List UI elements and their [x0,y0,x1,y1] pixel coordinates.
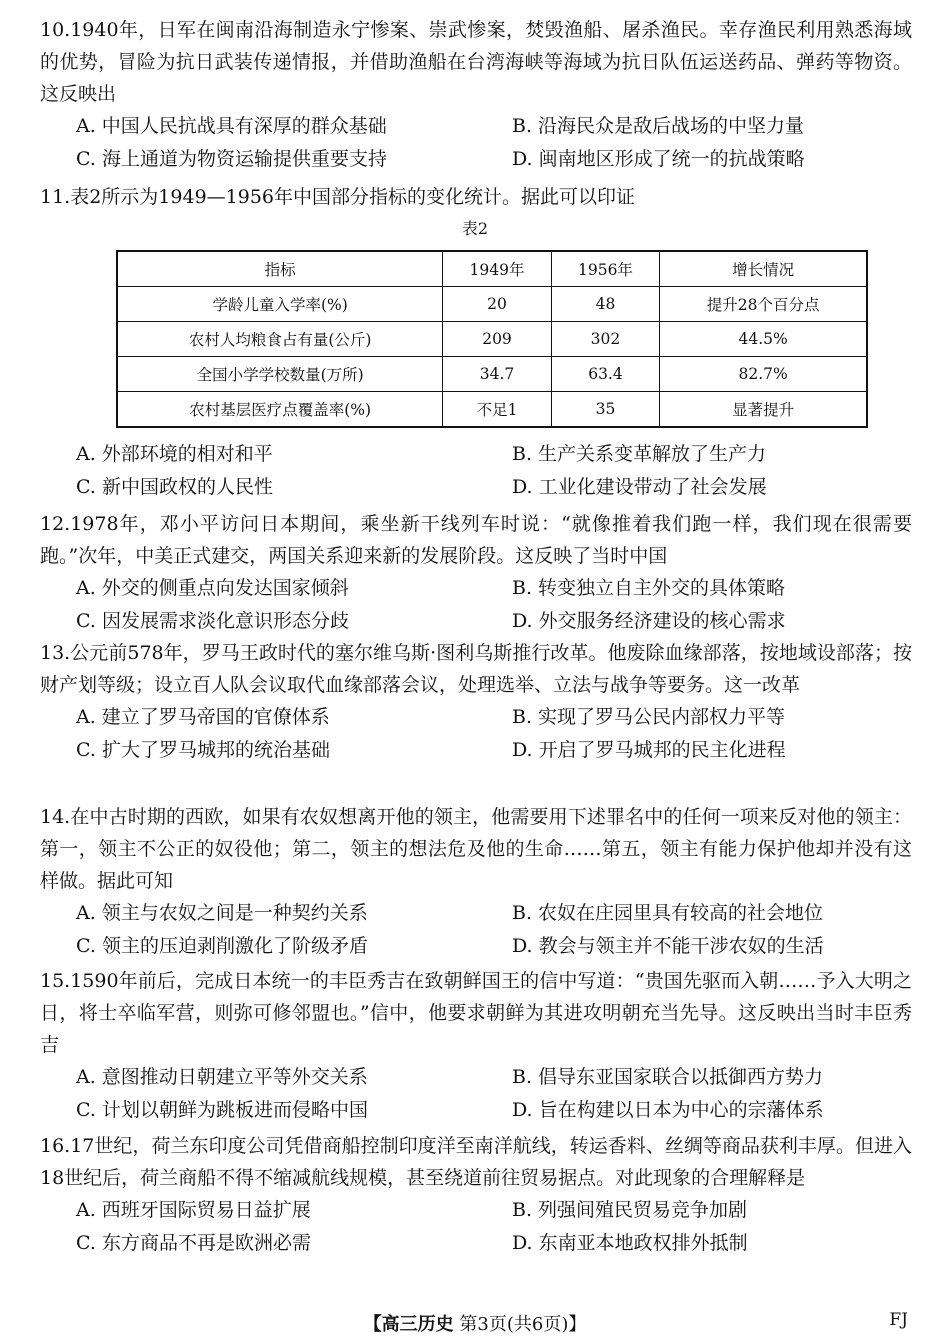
option-c: C. 因发展需求淡化意识形态分歧 [76,610,349,632]
option-b: B. 转变独立自主外交的具体策略 [512,577,786,599]
option-a: A. 中国人民抗战具有深厚的群众基础 [76,115,387,137]
question-10 [40,14,912,176]
table-header: 增长情况 [660,251,867,287]
table-cell: 农村人均粮食占有量(公斤) [117,322,443,357]
options [40,572,912,638]
table-cell: 302 [551,322,659,357]
option-c: C. 海上通道为物资运输提供重要支持 [76,148,387,170]
option-a: A. 外交的侧重点向发达国家倾斜 [76,577,349,599]
table-cell: 提升28个百分点 [660,287,867,322]
option-a: A. 意图推动日朝建立平等外交关系 [76,1066,368,1088]
option-b: B. 实现了罗马公民内部权力平等 [512,706,786,728]
table-cell: 全国小学学校数量(万所) [117,357,443,392]
option-d: D. 教会与领主并不能干涉农奴的生活 [512,935,824,957]
options [40,438,912,504]
table-row [117,357,867,392]
question-stem: 10.1940年，日军在闽南沿海制造永宁惨案、崇武惨案，焚毁渔船、屠杀渔民。幸存渔民利用熟悉海域的优势，冒险为抗日武装传递情报，并借助渔船在台湾海峡等海域为抗日队伍运送药品、弹药等物资。这反映出 [40,19,912,105]
option-c: C. 东方商品不再是欧洲必需 [76,1232,311,1254]
page-footer [0,1310,950,1336]
table-header: 指标 [117,251,443,287]
options [40,1061,912,1127]
statistics-table [116,250,868,428]
question-stem: 15.1590年前后，完成日本统一的丰臣秀吉在致朝鲜国王的信中写道：“贵国先驱而入朝……予入大明之日，将士卒临军营，则弥可修邻盟也。”信中，他要求朝鲜为其进攻明朝充当先导。这反映出当时丰臣秀吉 [40,970,912,1056]
question-stem: 16.17世纪，荷兰东印度公司凭借商船控制印度洋至南洋航线，转运香料、丝绸等商品获利丰厚。但进入18世纪后，荷兰商船不得不缩减航线规模，甚至绕道前往贸易据点。对此现象的合理解释是 [40,1135,912,1189]
option-a: A. 建立了罗马帝国的官僚体系 [76,706,330,728]
table-cell: 20 [443,287,551,322]
option-d: D. 外交服务经济建设的核心需求 [512,610,786,632]
table-cell: 不足1 [443,392,551,428]
question-16 [40,1130,912,1260]
option-a: A. 外部环境的相对和平 [76,443,273,465]
footer-page-number: 第3页(共6页)】 [459,1314,587,1335]
question-stem: 14.在中古时期的西欧，如果有农奴想离开他的领主，他需要用下述罪名中的任何一项来反对他的领主：第一，领主不公正的奴役他；第二，领主的想法危及他的生命……第五，领主有能力保护他却并没有这样做。据此可知 [40,806,912,892]
table-row [117,287,867,322]
table-cell: 学龄儿童入学率(%) [117,287,443,322]
table-cell: 209 [443,322,551,357]
option-d: D. 旨在构建以日本为中心的宗藩体系 [512,1099,824,1121]
table-cell: 35 [551,392,659,428]
question-stem: 13.公元前578年，罗马王政时代的塞尔维乌斯·图利乌斯推行改革。他废除血缘部落，按地域设部落；按财产划等级；设立百人队会议取代血缘部落会议，处理选举、立法与战争等要务。这一改革 [40,642,912,696]
option-d: D. 开启了罗马城邦的民主化进程 [512,739,786,761]
question-15 [40,965,912,1127]
table-cell: 63.4 [551,357,659,392]
footer-subject: 【高三历史 [363,1314,454,1335]
table-cell: 82.7% [660,357,867,392]
option-c: C. 新中国政权的人民性 [76,476,273,498]
table-cell: 48 [551,287,659,322]
question-13 [40,637,912,767]
option-d: D. 东南亚本地政权排外抵制 [512,1232,748,1254]
options [40,1194,912,1260]
table-cell: 农村基层医疗点覆盖率(%) [117,392,443,428]
option-b: B. 生产关系变革解放了生产力 [512,443,767,465]
option-d: D. 闽南地区形成了统一的抗战策略 [512,148,805,170]
question-stem: 11.表2所示为1949—1956年中国部分指标的变化统计。据此可以印证 [40,186,636,208]
table-cell: 44.5% [660,322,867,357]
table-cell: 显著提升 [660,392,867,428]
footer-region-tag: FJ [889,1310,908,1330]
table-header-row [117,251,867,287]
table-header: 1956年 [551,251,659,287]
table-row [117,322,867,357]
question-14 [40,801,912,963]
table-row [117,392,867,428]
question-11-options [40,438,912,504]
option-c: C. 领主的压迫剥削激化了阶级矛盾 [76,935,368,957]
option-b: B. 倡导东亚国家联合以抵御西方势力 [512,1066,824,1088]
table-header: 1949年 [443,251,551,287]
option-d: D. 工业化建设带动了社会发展 [512,476,767,498]
option-b: B. 列强间殖民贸易竞争加剧 [512,1199,748,1221]
option-a: A. 西班牙国际贸易日益扩展 [76,1199,311,1221]
option-b: B. 沿海民众是敌后战场的中坚力量 [512,115,805,137]
table-cell: 34.7 [443,357,551,392]
question-11 [40,181,912,213]
option-b: B. 农奴在庄园里具有较高的社会地位 [512,902,824,924]
option-c: C. 扩大了罗马城邦的统治基础 [76,739,330,761]
options [40,701,912,767]
option-a: A. 领主与农奴之间是一种契约关系 [76,902,368,924]
question-12 [40,508,912,638]
question-stem: 12.1978年，邓小平访问日本期间，乘坐新干线列车时说：“就像推着我们跑一样，我们现在很需要跑。”次年，中美正式建交，两国关系迎来新的发展阶段。这反映了当时中国 [40,513,912,567]
options [40,110,912,176]
table-caption: 表2 [461,219,489,238]
options [40,897,912,963]
option-c: C. 计划以朝鲜为跳板进而侵略中国 [76,1099,368,1121]
